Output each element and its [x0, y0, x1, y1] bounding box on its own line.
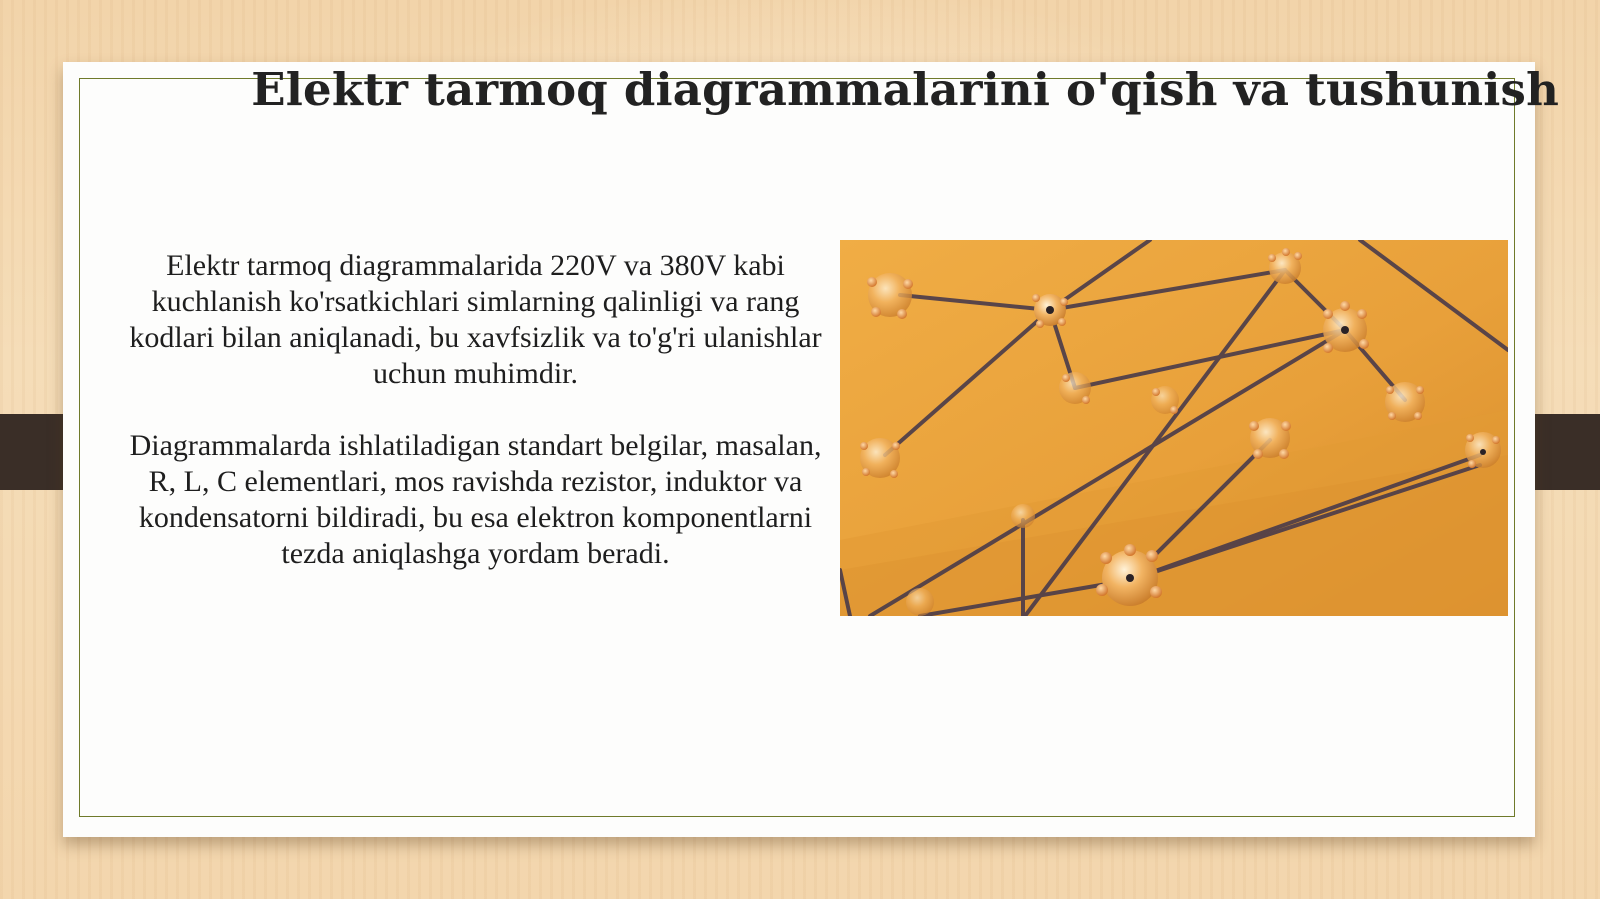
slide-card — [63, 62, 1559, 837]
network-nodes-image — [840, 240, 1508, 616]
slide-body — [118, 248, 833, 572]
paragraph-symbols: Diagrammalarda ishlatiladigan standart belgilar, masalan, R, L, C elementlari, mos ravishda rezistor, induktor va kondensatorni bildiradi, bu esa elektron komponentlarni tezda aniqlashga yordam beradi. — [129, 429, 822, 570]
slide-title: Elektr tarmoq diagrammalarini o'qish va tushunish — [163, 62, 1559, 118]
paragraph-voltage: Elektr tarmoq diagrammalarida 220V va 380V kabi kuchlanish ko'rsatkichlari simlarning qalinligi va rang kodlari bilan aniqlanadi, bu xavfsizlik va to'g'ri ulanishlar uchun muhimdir. — [129, 249, 822, 390]
